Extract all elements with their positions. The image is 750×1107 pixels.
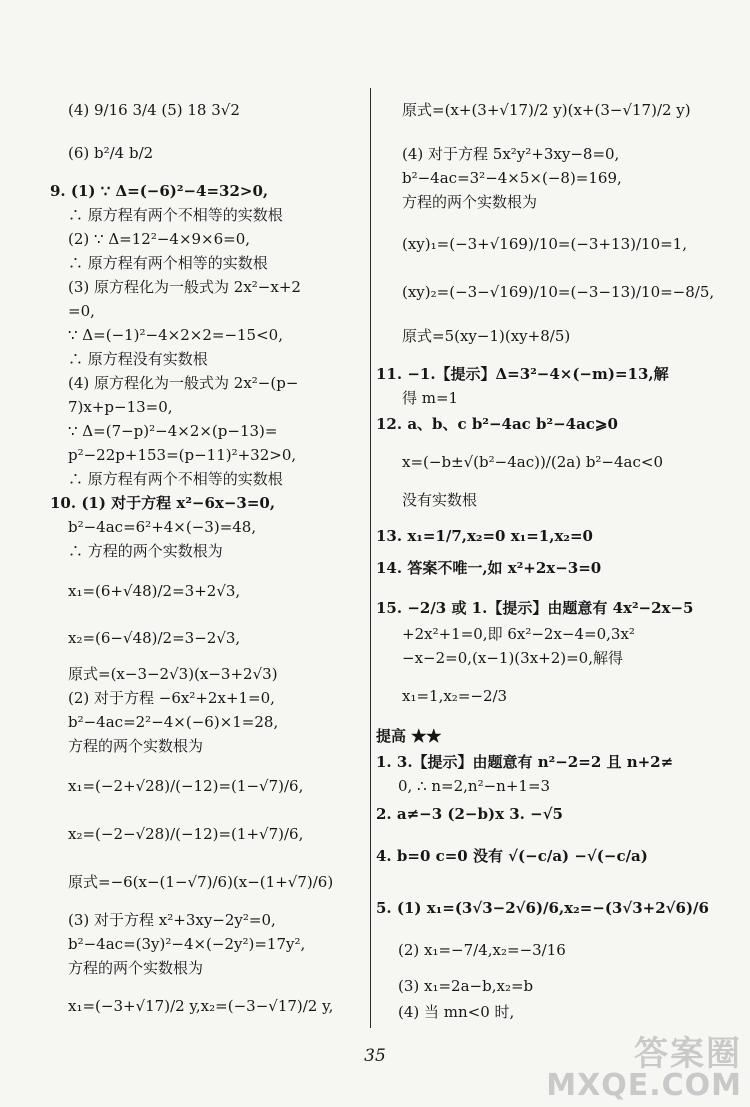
answer-line: x=(−b±√(b²−4ac))/(2a) b²−4ac<0	[402, 453, 663, 471]
answer-line: ∴ 原方程有两个不相等的实数根	[68, 470, 283, 488]
answer-line: 9. (1) ∵ Δ=(−6)²−4=32>0,	[50, 182, 269, 200]
answer-line: x₂=(−2−√28)/(−12)=(1+√7)/6,	[68, 825, 304, 843]
answer-line: 12. a、b、c b²−4ac b²−4ac⩾0	[376, 415, 618, 433]
answer-line: ∴ 方程的两个实数根为	[68, 542, 223, 560]
answer-line: (4) 9/16 3/4 (5) 18 3√2	[68, 101, 240, 119]
answer-line: (3) 原方程化为一般式为 2x²−x+2	[68, 278, 301, 296]
answer-line: −x−2=0,(x−1)(3x+2)=0,解得	[402, 649, 623, 667]
answer-line: b²−4ac=6²+4×(−3)=48,	[68, 518, 257, 536]
answer-line: 0, ∴ n=2,n²−n+1=3	[398, 777, 551, 795]
answer-line: x₁=(6+√48)/2=3+2√3,	[68, 582, 241, 600]
answer-line: 7)x+p−13=0,	[68, 398, 173, 416]
answer-line: (4) 原方程化为一般式为 2x²−(p−	[68, 374, 299, 392]
answer-line: x₂=(6−√48)/2=3−2√3,	[68, 629, 241, 647]
answer-line: (2) x₁=−7/4,x₂=−3/16	[398, 941, 566, 959]
answer-line: (2) ∵ Δ=12²−4×9×6=0,	[68, 230, 251, 248]
answer-line: 没有实数根	[402, 491, 478, 509]
answer-line: 11. −1.【提示】Δ=3²−4×(−m)=13,解	[376, 365, 669, 383]
answer-line: (3) 对于方程 x²+3xy−2y²=0,	[68, 911, 276, 929]
answer-line: x₁=(−3+√17)/2 y,x₂=(−3−√17)/2 y,	[68, 997, 334, 1015]
answer-line: (4) 对于方程 5x²y²+3xy−8=0,	[402, 145, 620, 163]
answer-line: 2. a≠−3 (2−b)x 3. −√5	[376, 805, 563, 823]
answer-line: x₁=1,x₂=−2/3	[402, 687, 508, 705]
answer-line: 1. 3.【提示】由题意有 n²−2=2 且 n+2≠	[376, 753, 674, 771]
answer-line: (xy)₂=(−3−√169)/10=(−3−13)/10=−8/5,	[402, 283, 715, 301]
answer-line: 5. (1) x₁=(3√3−2√6)/6,x₂=−(3√3+2√6)/6	[376, 899, 709, 917]
answer-line: (xy)₁=(−3+√169)/10=(−3+13)/10=1,	[402, 235, 687, 253]
watermark-top: 答案圈	[634, 1034, 742, 1074]
watermark-logo	[546, 1034, 742, 1103]
answer-line: x₁=(−2+√28)/(−12)=(1−√7)/6,	[68, 777, 304, 795]
answer-line: (4) 当 mn<0 时,	[398, 1003, 515, 1021]
column-divider	[370, 88, 371, 1028]
answer-line: ∴ 原方程有两个相等的实数根	[68, 254, 268, 272]
answer-line: ∴ 原方程没有实数根	[68, 350, 208, 368]
section-heading: 提高 ★★	[376, 727, 442, 745]
answer-line: 10. (1) 对于方程 x²−6x−3=0,	[50, 494, 276, 512]
answer-line: (6) b²/4 b/2	[68, 144, 154, 162]
answer-line: b²−4ac=2²−4×(−6)×1=28,	[68, 713, 279, 731]
watermark-bottom: MXQE.COM	[546, 1068, 742, 1103]
answer-line: 原式=5(xy−1)(xy+8/5)	[402, 327, 571, 345]
answer-line: ∵ Δ=(7−p)²−4×2×(p−13)=	[68, 422, 278, 440]
answer-line: +2x²+1=0,即 6x²−2x−4=0,3x²	[402, 625, 635, 643]
answer-line: 原式=(x+(3+√17)/2 y)(x+(3−√17)/2 y)	[402, 101, 691, 119]
answer-line: ∵ Δ=(−1)²−4×2×2=−15<0,	[68, 326, 283, 344]
answer-line: 14. 答案不唯一,如 x²+2x−3=0	[376, 559, 602, 577]
answer-line: =0,	[68, 302, 95, 320]
answer-line: (2) 对于方程 −6x²+2x+1=0,	[68, 689, 275, 707]
answer-line: 原式=−6(x−(1−√7)/6)(x−(1+√7)/6)	[68, 873, 334, 891]
answer-line: (3) x₁=2a−b,x₂=b	[398, 977, 534, 995]
answer-line: ∴ 原方程有两个不相等的实数根	[68, 206, 283, 224]
answer-line: 13. x₁=1/7,x₂=0 x₁=1,x₂=0	[376, 527, 593, 545]
answer-line: 15. −2/3 或 1.【提示】由题意有 4x²−2x−5	[376, 599, 694, 617]
answer-line: 方程的两个实数根为	[68, 959, 204, 977]
answer-line: b²−4ac=3²−4×5×(−8)=169,	[402, 169, 622, 187]
page-number: 35	[364, 1046, 386, 1066]
answer-line: 4. b=0 c=0 没有 √(−c/a) −√(−c/a)	[376, 847, 648, 865]
answer-line: 原式=(x−3−2√3)(x−3+2√3)	[68, 665, 278, 683]
answer-line: 得 m=1	[402, 389, 459, 407]
answer-line: p²−22p+153=(p−11)²+32>0,	[68, 446, 297, 464]
answer-line: 方程的两个实数根为	[402, 193, 538, 211]
answer-line: 方程的两个实数根为	[68, 737, 204, 755]
answer-line: b²−4ac=(3y)²−4×(−2y²)=17y²,	[68, 935, 306, 953]
